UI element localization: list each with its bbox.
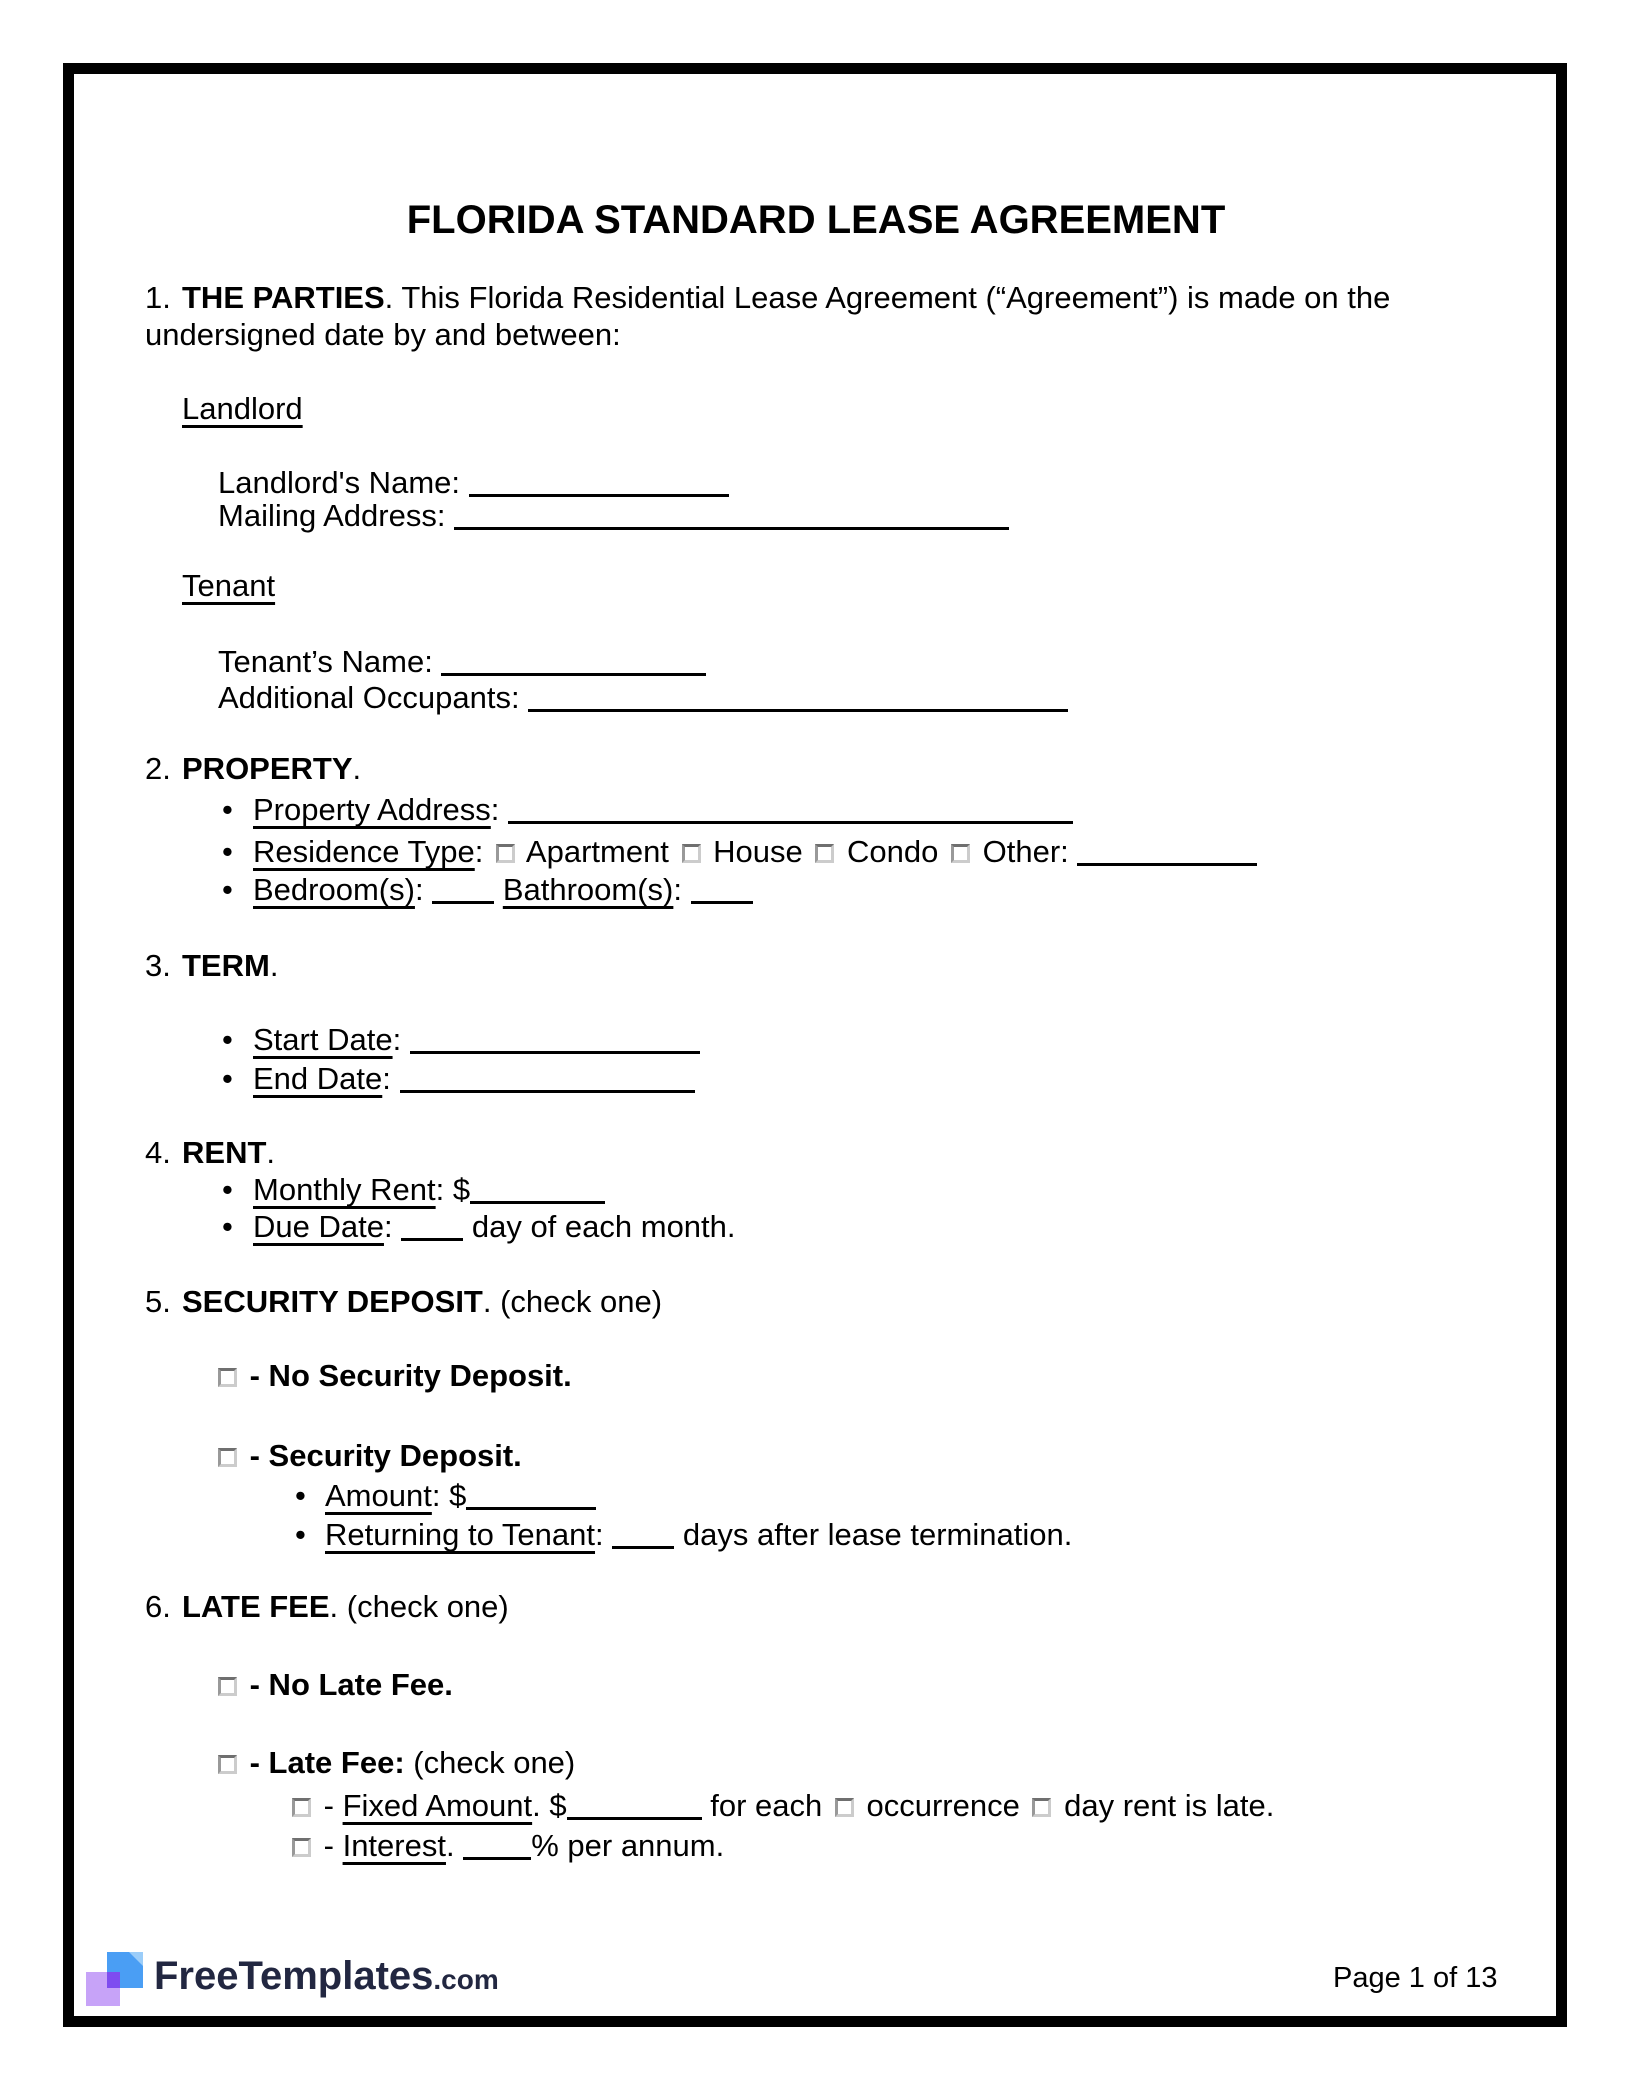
logo-wordmark: [154, 1954, 499, 1999]
section-4-period: .: [266, 1135, 276, 1170]
dash: -: [323, 1828, 334, 1863]
bullet-icon: •: [222, 872, 233, 907]
checkbox-house-icon: [682, 844, 701, 863]
property-address-blank: [508, 819, 1073, 824]
monthly-rent-blank: [470, 1199, 605, 1204]
section-2-period: .: [352, 751, 362, 786]
checkbox-fixed-amount-icon: [292, 1798, 311, 1817]
interest-blank: [463, 1855, 531, 1860]
bullet-icon: •: [295, 1478, 306, 1513]
occurrence-label: occurrence: [866, 1788, 1020, 1823]
residence-type-row: [222, 833, 1257, 870]
other-blank: [1077, 861, 1257, 866]
bullet-icon: •: [222, 1209, 233, 1244]
checkbox-late-fee-icon: [218, 1755, 237, 1774]
security-deposit-row: [218, 1437, 522, 1474]
tenant-heading: Tenant: [182, 568, 276, 603]
section-2-heading-row: [145, 750, 361, 787]
mailing-address-blank: [454, 525, 1009, 530]
property-address-label: Property Address: [253, 792, 491, 827]
fixed-amount-blank: [567, 1815, 702, 1820]
section-3-heading: TERM: [182, 948, 270, 983]
page-number: Page 1 of 13: [1333, 1962, 1498, 1994]
bedrooms-label: Bedroom(s): [253, 872, 415, 907]
due-date-label: Due Date: [253, 1209, 384, 1244]
page-title: FLORIDA STANDARD LEASE AGREEMENT: [406, 198, 1226, 242]
tenant-name-row: [218, 643, 706, 680]
checkbox-apartment-icon: [496, 844, 515, 863]
colon: :: [595, 1517, 604, 1552]
section-1-heading: THE PARTIES: [182, 280, 385, 315]
section-5-check-one: . (check one): [482, 1284, 663, 1319]
checkbox-no-security-deposit-icon: [218, 1368, 237, 1387]
fixed-amount-mid: . $: [532, 1788, 567, 1823]
start-date-row: [222, 1021, 700, 1058]
late-fee-label: - Late Fee:: [249, 1745, 405, 1780]
security-deposit-label: - Security Deposit.: [249, 1438, 522, 1473]
section-4-number: 4.: [145, 1135, 171, 1170]
section-3-period: .: [269, 948, 279, 983]
section-6-heading: LATE FEE: [182, 1589, 330, 1624]
additional-occupants-label: Additional Occupants:: [218, 680, 520, 715]
no-security-deposit-row: [218, 1357, 572, 1394]
fixed-amount-row: [292, 1787, 1274, 1824]
late-fee-row: [218, 1744, 575, 1781]
additional-occupants-blank: [528, 707, 1068, 712]
checkbox-interest-icon: [292, 1838, 311, 1857]
checkbox-day-icon: [1032, 1798, 1051, 1817]
returning-days-blank: [612, 1544, 674, 1549]
monthly-rent-label: Monthly Rent: [253, 1172, 436, 1207]
end-date-label: End Date: [253, 1061, 383, 1096]
interest-period: .: [445, 1828, 455, 1863]
landlord-name-row: [218, 464, 729, 501]
due-date-text: day of each month.: [471, 1209, 736, 1244]
bullet-icon: •: [222, 1172, 233, 1207]
due-date-row: [222, 1208, 736, 1245]
section-1-number: 1.: [145, 280, 171, 315]
colon: :: [673, 872, 682, 907]
returning-to-tenant-label: Returning to Tenant: [325, 1517, 596, 1552]
landlord-heading: Landlord: [182, 391, 303, 426]
deposit-amount-row: [295, 1477, 596, 1514]
bullet-icon: •: [222, 1022, 233, 1057]
colon: :: [414, 872, 424, 907]
checkbox-occurrence-icon: [835, 1798, 854, 1817]
bullet-icon: •: [295, 1517, 306, 1552]
colon-dollar: : $: [435, 1172, 471, 1207]
no-late-fee-label: - No Late Fee.: [249, 1667, 453, 1702]
section-1-intro-text: . This Florida Residential Lease Agreement (“Agreement”) is made on the: [384, 280, 1391, 315]
returning-to-tenant-row: [295, 1516, 1072, 1553]
colon: :: [490, 792, 500, 827]
section-4-heading: RENT: [182, 1135, 267, 1170]
colon-dollar: : $: [431, 1478, 467, 1513]
bathrooms-blank: [691, 899, 753, 904]
checkbox-other-icon: [951, 844, 970, 863]
deposit-amount-blank: [466, 1505, 596, 1510]
bullet-icon: •: [222, 792, 233, 827]
section-5-number: 5.: [145, 1284, 171, 1319]
section-1-intro-line-2: undersigned date by and between:: [145, 317, 621, 352]
section-6-number: 6.: [145, 1589, 171, 1624]
end-date-blank: [400, 1088, 695, 1093]
checkbox-condo-icon: [815, 844, 834, 863]
colon: :: [474, 834, 484, 869]
no-late-fee-row: [218, 1666, 453, 1703]
section-1-intro-line-1: [145, 279, 1390, 316]
interest-row: [292, 1827, 724, 1864]
option-house-label: House: [713, 834, 803, 869]
dash: -: [323, 1788, 334, 1823]
end-date-row: [222, 1060, 695, 1097]
due-date-blank: [401, 1236, 463, 1241]
returning-to-tenant-text: days after lease termination.: [682, 1517, 1073, 1552]
checkbox-no-late-fee-icon: [218, 1677, 237, 1696]
colon: :: [383, 1209, 393, 1244]
monthly-rent-row: [222, 1171, 605, 1208]
interest-label: Interest: [342, 1828, 446, 1863]
logo-overlap-square: [107, 1972, 120, 1988]
section-2-heading: PROPERTY: [182, 751, 353, 786]
start-date-blank: [410, 1049, 700, 1054]
day-rent-late-text: day rent is late.: [1064, 1788, 1275, 1823]
colon: :: [382, 1061, 391, 1096]
landlord-name-label: Landlord's Name:: [218, 465, 460, 500]
freetemplates-logo-icon: [86, 1952, 144, 2006]
start-date-label: Start Date: [253, 1022, 393, 1057]
property-address-row: [222, 791, 1073, 828]
section-6-check-one: . (check one): [329, 1589, 509, 1624]
section-4-heading-row: [145, 1134, 275, 1171]
for-each-text: for each: [710, 1788, 823, 1823]
mailing-address-row: [218, 497, 1009, 534]
bedrooms-bathrooms-row: [222, 871, 753, 908]
bullet-icon: •: [222, 834, 233, 869]
section-3-number: 3.: [145, 948, 171, 983]
bullet-icon: •: [222, 1061, 233, 1096]
mailing-address-label: Mailing Address:: [218, 498, 446, 533]
tenant-name-blank: [441, 671, 706, 676]
additional-occupants-row: [218, 679, 1068, 716]
section-5-heading-row: [145, 1283, 662, 1320]
no-security-deposit-label: - No Security Deposit.: [249, 1358, 572, 1393]
brand-name: FreeTemplates: [154, 1954, 434, 1998]
option-condo-label: Condo: [847, 834, 939, 869]
interest-text: % per annum.: [531, 1828, 725, 1863]
fixed-amount-label: Fixed Amount: [342, 1788, 533, 1823]
bedrooms-blank: [432, 899, 494, 904]
residence-type-label: Residence Type: [253, 834, 475, 869]
colon: :: [392, 1022, 402, 1057]
brand-tld: .com: [433, 1964, 499, 1995]
option-apartment-label: Apartment: [525, 834, 669, 869]
section-2-number: 2.: [145, 751, 171, 786]
late-fee-check-one: (check one): [413, 1745, 576, 1780]
section-3-heading-row: [145, 947, 278, 984]
section-5-heading: SECURITY DEPOSIT: [182, 1284, 483, 1319]
option-other-label: Other:: [982, 834, 1069, 869]
deposit-amount-label: Amount: [325, 1478, 432, 1513]
bathrooms-label: Bathroom(s): [502, 872, 674, 907]
checkbox-security-deposit-icon: [218, 1448, 237, 1467]
tenant-name-label: Tenant’s Name:: [218, 644, 433, 679]
section-6-heading-row: [145, 1588, 509, 1625]
